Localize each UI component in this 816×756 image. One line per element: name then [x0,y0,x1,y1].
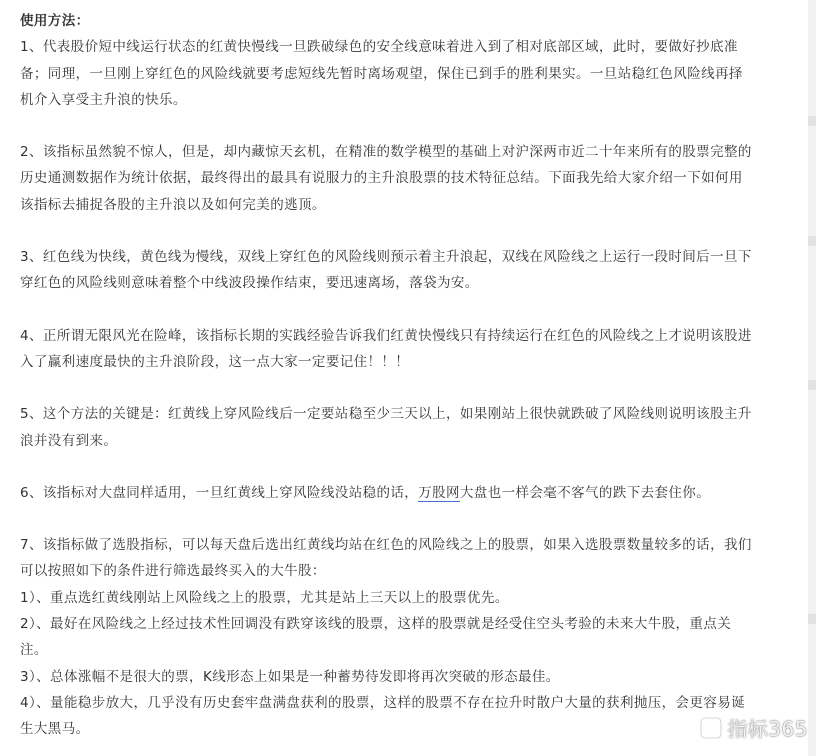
paragraph-2 [20,139,788,218]
paragraph-2-line-3: 该指标去捕捉各股的主升浪以及如何完美的逃顶。 [20,196,326,213]
paragraph-6-text-before: 6、该指标对大盘同样适用，一旦红黄线上穿风险线没站稳的话， [20,484,419,501]
paragraph-7 [20,532,788,585]
paragraph-7-line-1: 7、该指标做了选股指标，可以每天盘后选出红黄线均站在红色的风险线之上的股票，如果入选股票数量较多的话，我们 [20,537,752,554]
scrollbar-marker [808,116,816,126]
paragraph-1 [20,34,788,113]
vertical-scrollbar[interactable] [808,0,816,756]
paragraph-5 [20,401,788,454]
paragraph-2-line-2: 历史通测数据作为统计依据，最终得出的最具有说服力的主升浪股票的技术特征总结。下面我先给大家介绍一下如何用 [20,170,743,187]
paragraph-4-line-1: 4、正所谓无限风光在险峰，该指标长期的实践经验告诉我们红黄快慢线只有持续运行在红色的风险线之上才说明该股进 [20,327,752,344]
z-logo-icon [699,716,723,740]
paragraph-2-line-1: 2、该指标虽然貌不惊人，但是，却内藏惊天玄机，在精准的数学模型的基础上对沪深两市近二十年来所有的股票完整的 [20,144,752,161]
paragraph-3-line-2: 穿红色的风险线则意味着整个中线波段操作结束，要迅速离场，落袋为安。 [20,275,479,292]
paragraph-6 [20,480,788,506]
list-item: 1）、重点选红黄线刚站上风险线之上的股票，尤其是站上三天以上的股票优先。 [20,589,509,606]
list-item: 3）、总体涨幅不是很大的票，K线形态上如果是一种蓄势待发即将再次突破的形态最佳。 [20,668,560,685]
article-body [20,8,788,743]
scrollbar-marker [808,380,816,390]
paragraph-5-line-1: 5、这个方法的关键是：红黄线上穿风险线后一定要站稳至少三天以上，如果刚站上很快就跌破了风险线则说明该股主升 [20,406,752,423]
paragraph-4-line-2: 入了赢利速度最快的主升浪阶段，这一点大家一定要记住！！！ [20,353,410,370]
paragraph-3-line-1: 3、红色线为快线，黄色线为慢线，双线上穿红色的风险线则预示着主升浪起，双线在风险线之上运行一段时间后一旦下 [20,249,752,266]
list-item: 4）、量能稳步放大，几乎没有历史套牢盘满盘获利的股票，这样的股票不存在拉升时散户大量的获利抛压，会更容易诞 [20,694,746,711]
criteria-list [20,585,788,743]
paragraph-7-line-2: 可以按照如下的条件进行筛选最终买入的大牛股： [20,563,326,580]
list-item: 2）、最好在风险线之上经过技术性回调没有跌穿该线的股票，这样的股票就是经受住空头考验的未来大牛股，重点关 [20,616,732,633]
paragraph-1-line-1: 1、代表股价短中线运行状态的红黄快慢线一旦跌破绿色的安全线意味着进入到了相对底部区域，此时，要做好抄底准 [20,39,738,56]
paragraph-6-text-after: 大盘也一样会毫不客气的跌下去套住你。 [459,484,711,501]
paragraph-4 [20,323,788,376]
paragraph-5-line-2: 浪并没有到来。 [20,432,118,449]
paragraph-6-line-1 [20,480,788,506]
wangu-link[interactable]: 万股网 [418,484,460,501]
scrollbar-marker [808,236,816,246]
watermark [699,713,808,742]
list-item-continuation: 生大黑马。 [20,721,90,738]
watermark-text: 指标365 [727,717,808,741]
scrollbar-marker [808,614,816,624]
paragraph-1-line-3: 机介入享受主升浪的快乐。 [20,91,187,108]
paragraph-1-line-2: 备；同理，一旦刚上穿红色的风险线就要考虑短线先暂时离场观望，保住已到手的胜利果实。一旦站稳红色风险线再择 [20,65,743,82]
paragraph-3 [20,244,788,297]
usage-heading: 使用方法： [20,13,90,29]
list-item-continuation: 注。 [20,642,48,659]
